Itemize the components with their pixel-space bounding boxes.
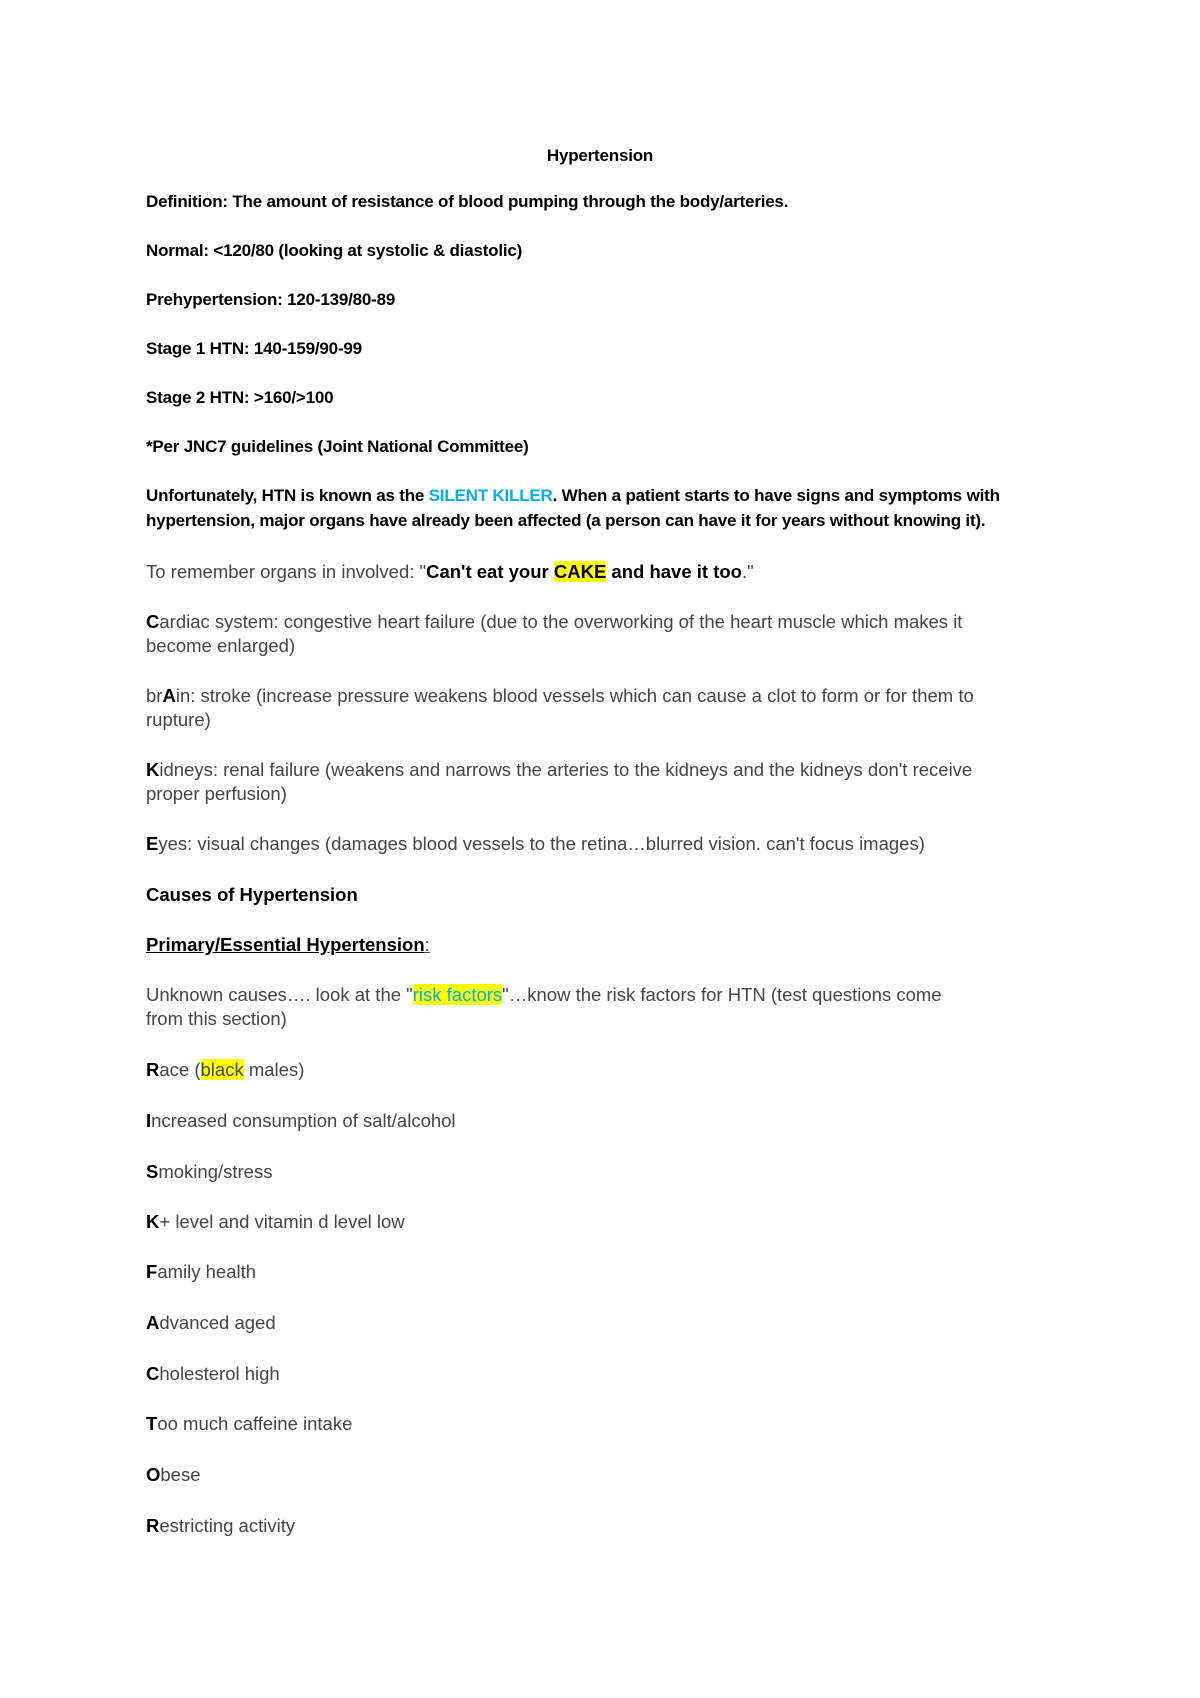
risk-text: holesterol high <box>159 1363 280 1384</box>
primary-heading-text: Primary/Essential Hypertension <box>146 934 425 955</box>
organ-prefix: br <box>146 685 163 706</box>
mnemonic-phrase-1: Can't eat your <box>426 561 554 582</box>
definition-line: Definition: The amount of resistance of blood pumping through the body/arteries. <box>146 192 789 211</box>
primary-heading <box>146 934 430 956</box>
unknown-pre: Unknown causes…. look at the " <box>146 984 413 1005</box>
unknown-causes-line <box>146 984 942 1006</box>
organ-text: idneys: renal failure (weakens and narrows the arteries to the kidneys and the kidneys don't receive <box>159 759 973 780</box>
organ-cardiac-line-2: become enlarged) <box>146 635 296 656</box>
normal-line: Normal: <120/80 (looking at systolic & diastolic) <box>146 241 523 260</box>
organ-kidneys-line-2: proper perfusion) <box>146 783 287 804</box>
risk-letter: C <box>146 1363 160 1384</box>
organ-letter: A <box>162 685 176 706</box>
organ-kidneys <box>146 759 972 781</box>
risk-item <box>146 1413 352 1435</box>
mnemonic-cake: CAKE <box>553 561 607 582</box>
organ-brain <box>146 685 974 707</box>
doc-title: Hypertension <box>546 146 654 165</box>
risk-letter: S <box>146 1161 159 1182</box>
risk-text: ace ( <box>159 1059 201 1080</box>
organ-text: yes: visual changes (damages blood vessels to the retina…blurred vision. can't focus images) <box>158 833 925 854</box>
silent-killer-line <box>146 486 1000 506</box>
risk-item <box>146 1515 295 1537</box>
causes-heading-text: Causes of Hypertension <box>146 884 358 905</box>
risk-item <box>146 1363 280 1385</box>
primary-heading-colon: : <box>424 934 430 955</box>
risk-race <box>146 1059 304 1081</box>
risk-letter: K <box>146 1211 160 1232</box>
prehypertension-line: Prehypertension: 120-139/80-89 <box>146 290 396 309</box>
black-highlight: black <box>200 1059 244 1080</box>
stage1-line: Stage 1 HTN: 140-159/90-99 <box>146 339 362 358</box>
organ-cardiac <box>146 611 962 633</box>
risk-factors-highlight: risk factors <box>412 984 503 1005</box>
organ-eyes <box>146 833 925 855</box>
risk-text: males) <box>243 1059 305 1080</box>
mnemonic-phrase-2: and have it too <box>606 561 742 582</box>
risk-item <box>146 1464 201 1486</box>
silent-pre: Unfortunately, HTN is known as the <box>146 486 429 505</box>
risk-text: amily health <box>157 1261 257 1282</box>
risk-text: moking/stress <box>158 1161 273 1182</box>
risk-letter: O <box>146 1464 161 1485</box>
organ-brain-line-2: rupture) <box>146 709 211 730</box>
organ-letter: K <box>146 759 160 780</box>
mnemonic-pre: To remember organs in involved: " <box>146 561 427 582</box>
risk-item <box>146 1211 405 1233</box>
risk-text: dvanced aged <box>159 1312 276 1333</box>
causes-heading <box>146 884 358 906</box>
risk-letter: I <box>146 1110 152 1131</box>
risk-letter: T <box>146 1413 158 1434</box>
risk-text: oo much caffeine intake <box>157 1413 353 1434</box>
risk-letter: R <box>146 1515 160 1536</box>
jnc-line: *Per JNC7 guidelines (Joint National Committee) <box>146 437 529 456</box>
mnemonic-post: ." <box>741 561 754 582</box>
mnemonic-line <box>146 561 754 583</box>
silent-killer-term: SILENT KILLER <box>428 486 553 505</box>
risk-letter: R <box>146 1059 160 1080</box>
risk-item <box>146 1161 272 1183</box>
risk-item <box>146 1110 456 1132</box>
organ-text: ardiac system: congestive heart failure (due to the overworking of the heart muscle which makes it <box>159 611 963 632</box>
unknown-causes-line-2: from this section) <box>146 1008 287 1029</box>
organ-letter: C <box>146 611 160 632</box>
silent-post: . When a patient starts to have signs and symptoms with <box>552 486 1000 505</box>
organ-letter: E <box>146 833 159 854</box>
risk-item <box>146 1261 256 1283</box>
organ-text: in: stroke (increase pressure weakens blood vessels which can cause a clot to form or for them to <box>175 685 974 706</box>
silent-killer-line-2: hypertension, major organs have already been affected (a person can have it for years without knowing it). <box>146 511 986 530</box>
risk-text: + level and vitamin d level low <box>159 1211 405 1232</box>
risk-letter: A <box>146 1312 160 1333</box>
risk-item <box>146 1312 276 1334</box>
unknown-post: "…know the risk factors for HTN (test questions come <box>502 984 942 1005</box>
risk-text: ncreased consumption of salt/alcohol <box>151 1110 456 1131</box>
risk-text: estricting activity <box>159 1515 296 1536</box>
stage2-line: Stage 2 HTN: >160/>100 <box>146 388 334 407</box>
risk-text: bese <box>160 1464 201 1485</box>
risk-letter: F <box>146 1261 158 1282</box>
